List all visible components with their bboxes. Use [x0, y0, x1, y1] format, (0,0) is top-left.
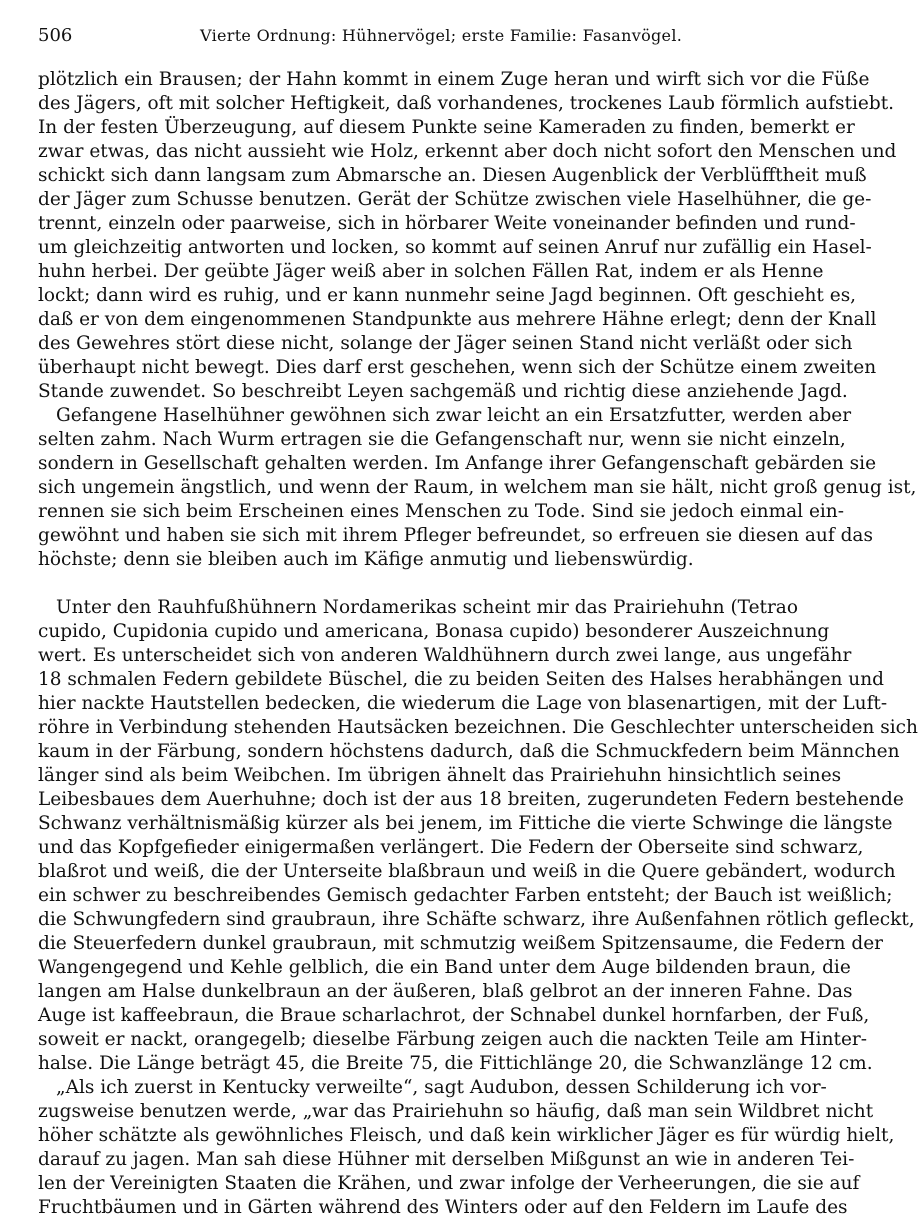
text-line: sich ungemein ängstlich, und wenn der Raum, in welchem man sie hält, nicht groß genug ist, — [38, 477, 917, 498]
text-line: und das Kopfgefieder einigermaßen verlängert. Die Federn der Oberseite sind schwarz, — [38, 837, 864, 858]
text-line: „Als ich zuerst in Kentucky verweilte“, sagt Audubon, dessen Schilderung ich vor- — [56, 1077, 827, 1098]
text-line: 18 schmalen Federn gebildete Büschel, die zu beiden Seiten des Halses herabhängen und — [38, 669, 884, 690]
text-line: plötzlich ein Brausen; der Hahn kommt in einem Zuge heran und wirft sich vor die Füße — [38, 69, 870, 90]
text-line: rennen sie sich beim Erscheinen eines Menschen zu Tode. Sind sie jedoch einmal ein- — [38, 501, 844, 522]
text-line: zugsweise benutzen werde, „war das Prairiehuhn so häufig, daß man sein Wildbret nicht — [38, 1101, 874, 1122]
running-head — [38, 22, 750, 50]
text-line: Fruchtbäumen und in Gärten während des Winters oder auf den Feldern im Laufe des — [38, 1197, 848, 1218]
paragraph — [38, 1076, 895, 1220]
page-number: 506 — [38, 25, 73, 46]
body-text — [38, 68, 918, 1220]
text-line: wert. Es unterscheidet sich von anderen Waldhühnern durch zwei lange, aus ungefähr — [38, 645, 852, 666]
text-line: Unter den Rauhfußhühnern Nordamerikas scheint mir das Prairiehuhn (Tetrao — [56, 597, 798, 618]
text-line: länger sind als beim Weibchen. Im übrigen ähnelt das Prairiehuhn hinsichtlich seines — [38, 765, 842, 786]
text-line: um gleichzeitig antworten und locken, so kommt auf seinen Anruf nur zufällig ein Hasel- — [38, 237, 872, 258]
text-line: Wangengegend und Kehle gelblich, die ein Band unter dem Auge bildenden braun, die — [38, 957, 851, 978]
text-line: Stande zuwendet. So beschreibt Leyen sachgemäß und richtig diese anziehende Jagd. — [38, 381, 848, 402]
text-line: hier nackte Hautstellen bedecken, die wiederum die Lage von blasenartigen, mit der Luft- — [38, 693, 888, 714]
paragraph — [38, 404, 917, 572]
text-line: daß er von dem eingenommenen Standpunkte aus mehrere Hähne erlegt; denn der Knall — [38, 309, 877, 330]
text-line: Gefangene Haselhühner gewöhnen sich zwar leicht an ein Ersatzfutter, werden aber — [56, 405, 852, 426]
text-line: soweit er nackt, orangegelb; dieselbe Färbung zeigen auch die nackten Teile am Hinter- — [38, 1029, 867, 1050]
paragraph — [38, 596, 918, 1076]
text-line: halse. Die Länge beträgt 45, die Breite 75, die Fittichlänge 20, die Schwanzlänge 12 cm. — [38, 1053, 873, 1074]
text-line: zwar etwas, das nicht aussieht wie Holz, erkennt aber doch nicht sofort den Menschen und — [38, 141, 897, 162]
text-line: len der Vereinigten Staaten die Krähen, und zwar infolge der Verheerungen, die sie auf — [38, 1173, 860, 1194]
text-line: Schwanz verhältnismäßig kürzer als bei jenem, im Fittiche die vierte Schwinge die längste — [38, 813, 893, 834]
text-line: Auge ist kaffeebraun, die Braue scharlachrot, der Schnabel dunkel hornfarben, der Fuß, — [38, 1005, 870, 1026]
section-gap — [38, 572, 750, 596]
running-head-title: Vierte Ordnung: Hühnervögel; erste Familie: Fasanvögel. — [200, 26, 683, 45]
text-line: sondern in Gesellschaft gehalten werden. Im Anfange ihrer Gefangenschaft gebärden sie — [38, 453, 877, 474]
text-line: schickt sich dann langsam zum Abmarsche an. Diesen Augenblick der Verblüfftheit muß — [38, 165, 867, 186]
text-line: die Schwungfedern sind graubraun, ihre Schäfte schwarz, ihre Außenfahnen rötlich gefleckt, — [38, 909, 915, 930]
text-line: darauf zu jagen. Man sah diese Hühner mit derselben Mißgunst an wie in anderen Tei- — [38, 1149, 855, 1170]
text-line: huhn herbei. Der geübte Jäger weiß aber in solchen Fällen Rat, indem er als Henne — [38, 261, 824, 282]
text-line: der Jäger zum Schusse benutzen. Gerät der Schütze zwischen viele Haselhühner, die ge- — [38, 189, 872, 210]
text-line: überhaupt nicht bewegt. Dies darf erst geschehen, wenn sich der Schütze einem zweiten — [38, 357, 877, 378]
text-line: langen am Halse dunkelbraun an der äußeren, blaß gelbrot an der inneren Fahne. Das — [38, 981, 853, 1002]
text-line: In der festen Überzeugung, auf diesem Punkte seine Kameraden zu finden, bemerkt er — [38, 117, 855, 138]
text-line: ein schwer zu beschreibendes Gemisch gedachter Farben entsteht; der Bauch ist weißlich; — [38, 885, 893, 906]
book-page — [38, 22, 918, 1218]
text-line: cupido, Cupidonia cupido und americana, Bonasa cupido) besonderer Auszeichnung — [38, 621, 830, 642]
paragraph — [38, 68, 897, 404]
text-line: kaum in der Färbung, sondern höchstens dadurch, daß die Schmuckfedern beim Männchen — [38, 741, 900, 762]
text-line: höchste; denn sie bleiben auch im Käfige anmutig und liebenswürdig. — [38, 549, 694, 570]
text-line: höher schätzte als gewöhnliches Fleisch, und daß kein wirklicher Jäger es für würdig hielt, — [38, 1125, 895, 1146]
text-line: blaßrot und weiß, die der Unterseite blaßbraun und weiß in die Quere gebändert, wodurch — [38, 861, 896, 882]
text-line: des Gewehres stört diese nicht, solange der Jäger seinen Stand nicht verläßt oder sich — [38, 333, 853, 354]
text-line: die Steuerfedern dunkel graubraun, mit schmutzig weißem Spitzensaume, die Federn der — [38, 933, 883, 954]
text-line: lockt; dann wird es ruhig, und er kann nunmehr seine Jagd beginnen. Oft geschieht es, — [38, 285, 857, 306]
text-line: selten zahm. Nach Wurm ertragen sie die Gefangenschaft nur, wenn sie nicht einzeln, — [38, 429, 846, 450]
text-line: des Jägers, oft mit solcher Heftigkeit, daß vorhandenes, trockenes Laub förmlich aufstiebt. — [38, 93, 895, 114]
text-line: gewöhnt und haben sie sich mit ihrem Pfleger befreundet, so erfreuen sie diesen auf das — [38, 525, 873, 546]
text-line: trennt, einzeln oder paarweise, sich in hörbarer Weite voneinander befinden und rund- — [38, 213, 856, 234]
text-line: Leibesbaues dem Auerhuhne; doch ist der aus 18 breiten, zugerundeten Federn bestehende — [38, 789, 904, 810]
text-line: röhre in Verbindung stehenden Hautsäcken bezeichnen. Die Geschlechter unterscheiden sich — [38, 717, 918, 738]
